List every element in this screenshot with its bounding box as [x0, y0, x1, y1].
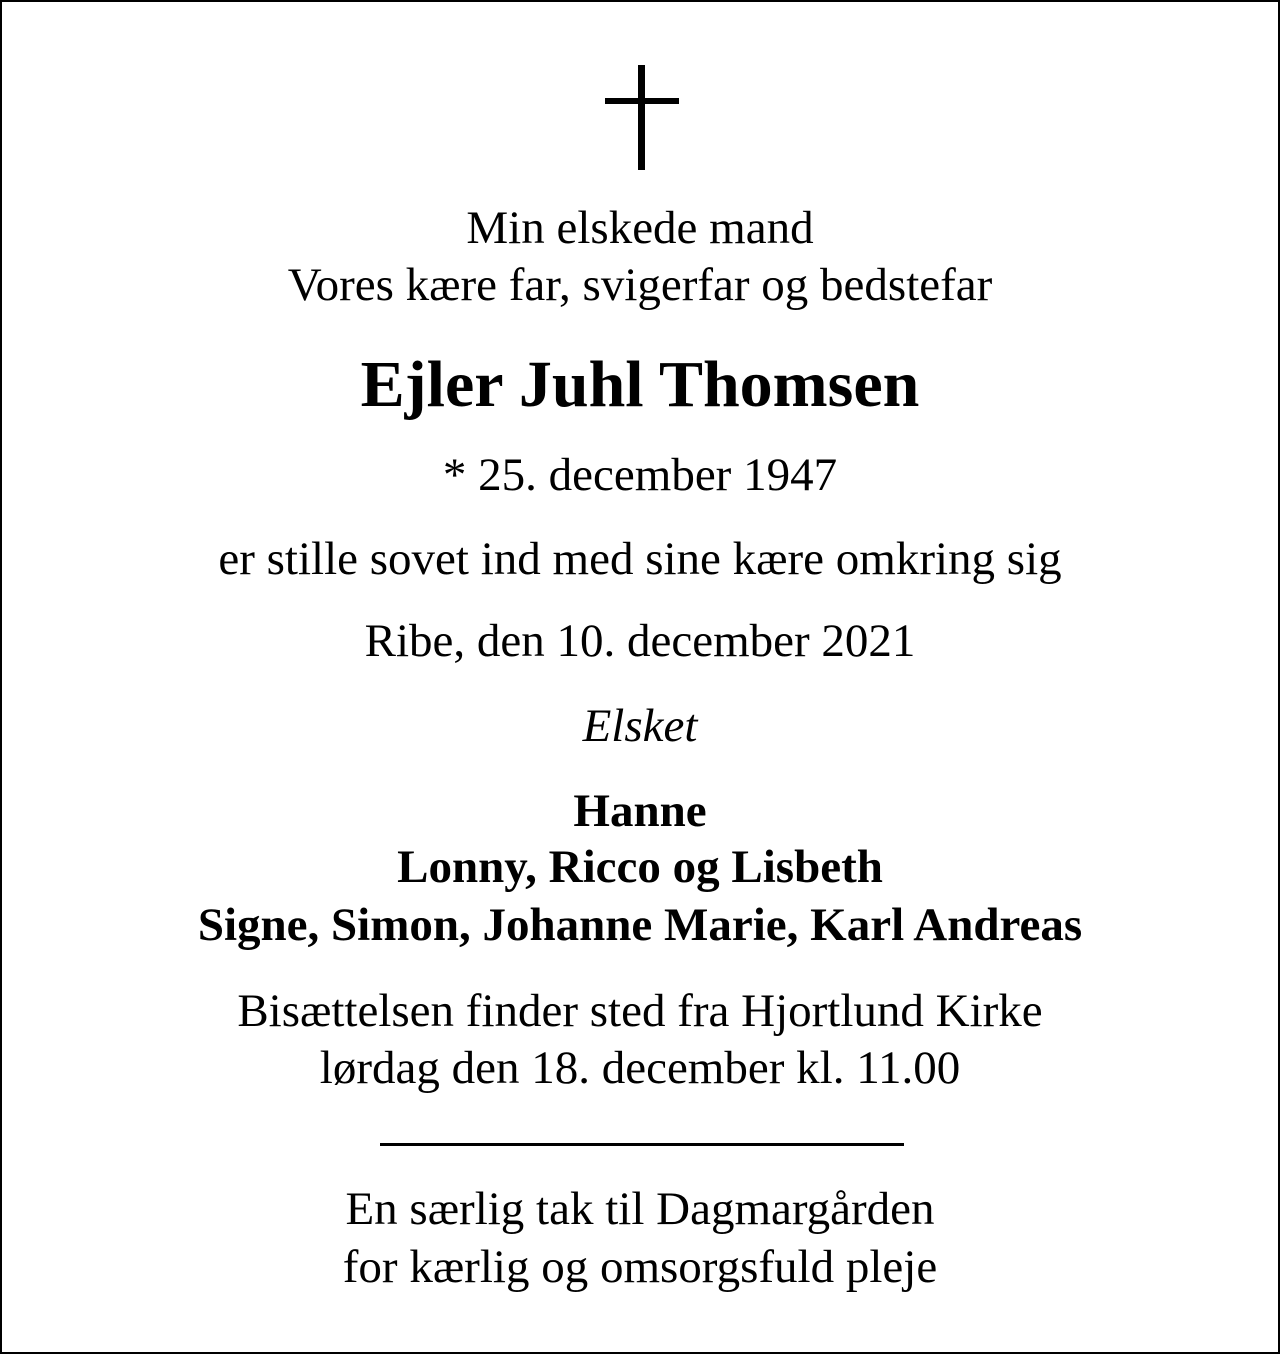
cross-icon: [605, 65, 679, 170]
loved-text: Elsket: [582, 700, 698, 752]
thanks-line-1: En særlig tak til Dagmargården: [345, 1183, 935, 1235]
mourner-line-3: Signe, Simon, Johanne Marie, Karl Andreas: [197, 899, 1083, 951]
passing-text: er stille sovet ind med sine kære omkring sig: [218, 533, 1062, 585]
section-divider: [380, 1143, 904, 1146]
intro-line-2: Vores kære far, svigerfar og bedstefar: [287, 259, 993, 311]
deceased-name: Ejler Juhl Thomsen: [360, 348, 920, 421]
place-and-date: Ribe, den 10. december 2021: [364, 615, 916, 667]
intro-line-1: Min elskede mand: [466, 202, 814, 254]
birth-date: * 25. december 1947: [442, 449, 838, 501]
thanks-line-2: for kærlig og omsorgsfuld pleje: [342, 1241, 938, 1293]
funeral-line-2: lørdag den 18. december kl. 11.00: [319, 1042, 961, 1094]
mourner-line-1: Hanne: [573, 785, 707, 837]
funeral-line-1: Bisættelsen finder sted fra Hjortlund Kirke: [237, 985, 1043, 1037]
mourner-line-2: Lonny, Ricco og Lisbeth: [397, 841, 883, 893]
